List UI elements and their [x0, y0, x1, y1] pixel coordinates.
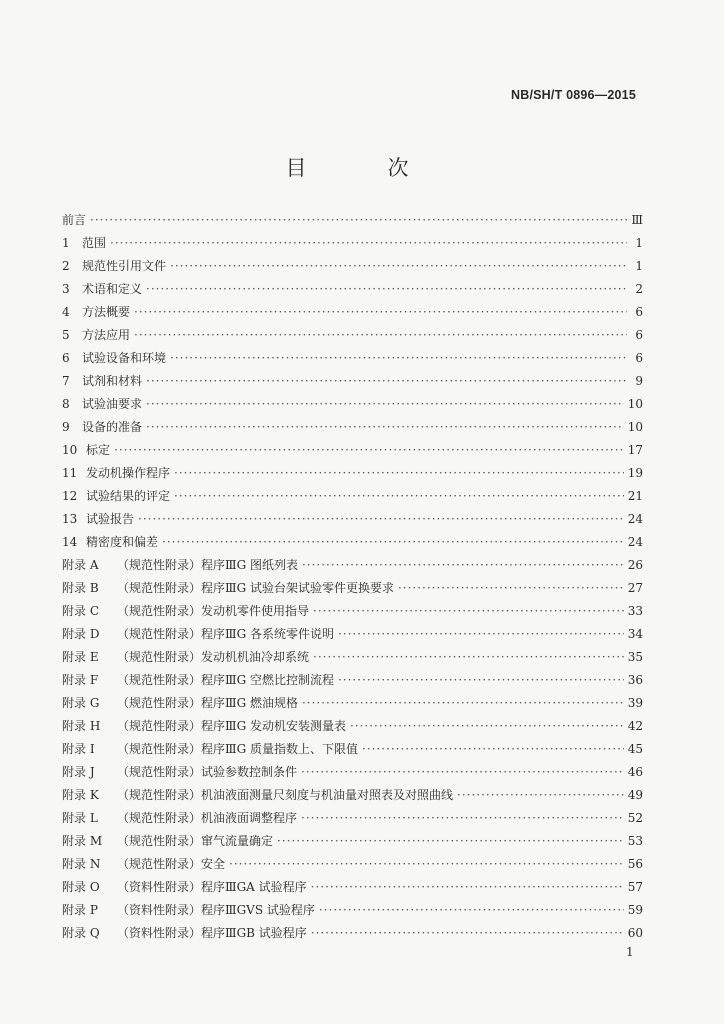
toc-entry[interactable] — [62, 648, 643, 671]
toc-entry[interactable] — [62, 303, 643, 326]
toc-entry-page: 49 — [627, 788, 643, 802]
toc-dot-leader — [134, 328, 627, 342]
toc-entry-page: 42 — [627, 719, 643, 733]
toc-entry-label: 标定 — [86, 443, 111, 457]
toc-entry[interactable] — [62, 855, 643, 878]
toc-entry-number: 13 — [62, 512, 78, 526]
toc-entry[interactable] — [62, 349, 643, 372]
toc-entry[interactable] — [62, 280, 643, 303]
toc-entry-number: 9 — [62, 420, 70, 434]
toc-entry-number: 附录 P — [62, 903, 98, 917]
toc-entry-label: 规范性引用文件 — [82, 259, 167, 273]
toc-entry-number: 附录 J — [62, 765, 95, 779]
toc-entry-page: 53 — [627, 834, 643, 848]
toc-entry[interactable] — [62, 602, 643, 625]
toc-entry-page: 1 — [635, 259, 643, 273]
toc-entry-page: 1 — [635, 236, 643, 250]
toc-entry-page: 57 — [627, 880, 643, 894]
toc-entry-label: （资料性附录）程序ⅢGB 试验程序 — [117, 926, 307, 940]
toc-entry-label: 术语和定义 — [82, 282, 143, 296]
toc-entry-number: 附录 L — [62, 811, 98, 825]
toc-entry[interactable] — [62, 211, 643, 234]
toc-entry[interactable] — [62, 671, 643, 694]
toc-entry-label: 方法应用 — [82, 328, 131, 342]
toc-entry-label: （规范性附录）安全 — [117, 857, 226, 871]
toc-entry-number: 附录 F — [62, 673, 99, 687]
toc-entry-number: 附录 C — [62, 604, 99, 618]
toc-entry-number: 10 — [62, 443, 78, 457]
toc-entry[interactable] — [62, 579, 643, 602]
toc-entry-label: （规范性附录）试验参数控制条件 — [117, 765, 298, 779]
toc-dot-leader — [110, 236, 627, 250]
toc-dot-leader — [313, 650, 624, 664]
toc-entry-number: 5 — [62, 328, 70, 342]
standard-code: NB/SH/T 0896—2015 — [511, 88, 636, 102]
toc-entry[interactable] — [62, 441, 643, 464]
toc-entry-page: 24 — [627, 512, 643, 526]
toc-entry[interactable] — [62, 395, 643, 418]
toc-entry[interactable] — [62, 924, 643, 947]
toc-entry[interactable] — [62, 786, 643, 809]
toc-entry[interactable] — [62, 257, 643, 280]
toc-entry[interactable] — [62, 418, 643, 441]
toc-dot-leader — [170, 351, 627, 365]
toc-entry-number: 附录 N — [62, 857, 101, 871]
toc-entry[interactable] — [62, 717, 643, 740]
toc-dot-leader — [319, 903, 624, 917]
toc-entry-number: 11 — [62, 466, 78, 480]
toc-entry[interactable] — [62, 464, 643, 487]
toc-entry-label: （规范性附录）程序ⅢG 质量指数上、下限值 — [117, 742, 358, 756]
toc-entry-page: 6 — [635, 351, 643, 365]
toc-entry-label: 试验油要求 — [82, 397, 143, 411]
toc-entry-label: （规范性附录）机油液面测量尺刻度与机油量对照表及对照曲线 — [117, 788, 454, 802]
toc-entry-number: 附录 M — [62, 834, 103, 848]
toc-entry-page: 17 — [627, 443, 643, 457]
toc-dot-leader — [311, 926, 624, 940]
toc-entry-label: （规范性附录）程序ⅢG 空燃比控制流程 — [117, 673, 334, 687]
toc-entry[interactable] — [62, 326, 643, 349]
toc-entry-label: （规范性附录）程序ⅢG 试验台架试验零件更换要求 — [117, 581, 394, 595]
toc-entry-page: 6 — [635, 305, 643, 319]
toc-entry-label: 试验结果的评定 — [86, 489, 171, 503]
toc-entry[interactable] — [62, 878, 643, 901]
toc-entry-page: 60 — [627, 926, 643, 940]
page-title: 目 次 — [285, 156, 439, 180]
toc-dot-leader — [302, 696, 624, 710]
toc-dot-leader — [146, 374, 627, 388]
toc-entry-page: 34 — [627, 627, 643, 641]
toc-entry-number: 4 — [62, 305, 70, 319]
toc-entry-label: 方法概要 — [82, 305, 131, 319]
toc-dot-leader — [338, 673, 624, 687]
toc-entry-number: 附录 D — [62, 627, 100, 641]
toc-entry-number: 7 — [62, 374, 70, 388]
toc-entry-number: 附录 E — [62, 650, 99, 664]
toc-dot-leader — [174, 466, 624, 480]
toc-entry-number: 6 — [62, 351, 70, 365]
toc-dot-leader — [134, 305, 627, 319]
toc-dot-leader — [162, 535, 624, 549]
toc-entry-number: 附录 K — [62, 788, 99, 802]
toc-dot-leader — [114, 443, 624, 457]
toc-dot-leader — [138, 512, 624, 526]
toc-entry-number: 8 — [62, 397, 70, 411]
toc-dot-leader — [146, 397, 624, 411]
toc-entry-label: （资料性附录）程序ⅢGA 试验程序 — [117, 880, 307, 894]
page-number: 1 — [626, 945, 634, 959]
toc-entry[interactable] — [62, 487, 643, 510]
toc-dot-leader — [313, 604, 624, 618]
toc-dot-leader — [301, 811, 624, 825]
toc-entry-page: 9 — [635, 374, 643, 388]
toc-entry-page: 2 — [635, 282, 643, 296]
table-of-contents — [62, 211, 643, 947]
toc-entry-page: 35 — [627, 650, 643, 664]
toc-entry-label: （规范性附录）程序ⅢG 图纸列表 — [117, 558, 298, 572]
toc-entry[interactable] — [62, 901, 643, 924]
toc-entry-number: 3 — [62, 282, 70, 296]
toc-entry-page: 19 — [627, 466, 643, 480]
toc-entry-label: （规范性附录）程序ⅢG 发动机安装测量表 — [117, 719, 346, 733]
toc-entry-page: 21 — [627, 489, 643, 503]
toc-entry[interactable] — [62, 809, 643, 832]
toc-entry-page: 52 — [627, 811, 643, 825]
toc-dot-leader — [174, 489, 624, 503]
toc-entry[interactable] — [62, 510, 643, 533]
toc-dot-leader — [229, 857, 624, 871]
toc-dot-leader — [301, 765, 624, 779]
toc-entry-label: 发动机操作程序 — [86, 466, 171, 480]
toc-dot-leader — [338, 627, 624, 641]
toc-entry-label: （规范性附录）发动机零件使用指导 — [117, 604, 310, 618]
toc-dot-leader — [362, 742, 624, 756]
toc-dot-leader — [311, 880, 624, 894]
toc-dot-leader — [90, 213, 627, 227]
toc-entry-page: 26 — [627, 558, 643, 572]
toc-entry-label: （资料性附录）程序ⅢGVS 试验程序 — [117, 903, 315, 917]
toc-entry-number: 14 — [62, 535, 78, 549]
toc-entry[interactable] — [62, 372, 643, 395]
toc-entry-number: 12 — [62, 489, 78, 503]
toc-dot-leader — [146, 282, 627, 296]
toc-entry-number: 附录 G — [62, 696, 100, 710]
toc-dot-leader — [170, 259, 627, 273]
toc-entry-label: （规范性附录）发动机机油冷却系统 — [117, 650, 310, 664]
toc-dot-leader — [146, 420, 624, 434]
toc-entry-page: 56 — [627, 857, 643, 871]
toc-entry[interactable] — [62, 556, 643, 579]
toc-dot-leader — [457, 788, 624, 802]
toc-dot-leader — [277, 834, 624, 848]
toc-entry-number: 附录 B — [62, 581, 99, 595]
toc-entry-page: 24 — [627, 535, 643, 549]
toc-entry[interactable] — [62, 234, 643, 257]
toc-entry-page: 45 — [627, 742, 643, 756]
toc-entry-page: 6 — [635, 328, 643, 342]
toc-entry-number: 2 — [62, 259, 70, 273]
toc-dot-leader — [302, 558, 624, 572]
toc-entry-page: 10 — [627, 397, 643, 411]
toc-entry[interactable] — [62, 832, 643, 855]
toc-entry-number: 附录 Q — [62, 926, 100, 940]
toc-entry[interactable] — [62, 625, 643, 648]
toc-entry-label: （规范性附录）程序ⅢG 各系统零件说明 — [117, 627, 334, 641]
toc-entry[interactable] — [62, 694, 643, 717]
toc-entry-label: 试验报告 — [86, 512, 135, 526]
toc-entry-number: 1 — [62, 236, 70, 250]
toc-dot-leader — [398, 581, 624, 595]
toc-entry-label: （规范性附录）程序ⅢG 燃油规格 — [117, 696, 298, 710]
toc-entry-label: 试剂和材料 — [82, 374, 143, 388]
toc-dot-leader — [350, 719, 624, 733]
toc-entry-number: 附录 H — [62, 719, 101, 733]
toc-entry-page: 27 — [627, 581, 643, 595]
toc-entry-page: 36 — [627, 673, 643, 687]
toc-entry-label: （规范性附录）窜气流量确定 — [117, 834, 274, 848]
toc-entry-page: Ⅲ — [631, 213, 643, 227]
toc-entry-page: 10 — [627, 420, 643, 434]
toc-entry-number: 附录 I — [62, 742, 95, 756]
toc-entry-label: 范围 — [82, 236, 107, 250]
toc-entry-page: 46 — [627, 765, 643, 779]
toc-entry[interactable] — [62, 763, 643, 786]
toc-entry-label: 试验设备和环境 — [82, 351, 167, 365]
toc-entry-label: （规范性附录）机油液面调整程序 — [117, 811, 298, 825]
toc-entry[interactable] — [62, 740, 643, 763]
toc-entry-page: 59 — [627, 903, 643, 917]
toc-entry-number: 附录 O — [62, 880, 100, 894]
toc-entry-page: 33 — [627, 604, 643, 618]
toc-entry[interactable] — [62, 533, 643, 556]
toc-entry-label: 精密度和偏差 — [86, 535, 159, 549]
toc-entry-label: 设备的准备 — [82, 420, 143, 434]
toc-entry-number: 附录 A — [62, 558, 99, 572]
toc-entry-label: 前言 — [62, 213, 87, 227]
toc-entry-page: 39 — [627, 696, 643, 710]
